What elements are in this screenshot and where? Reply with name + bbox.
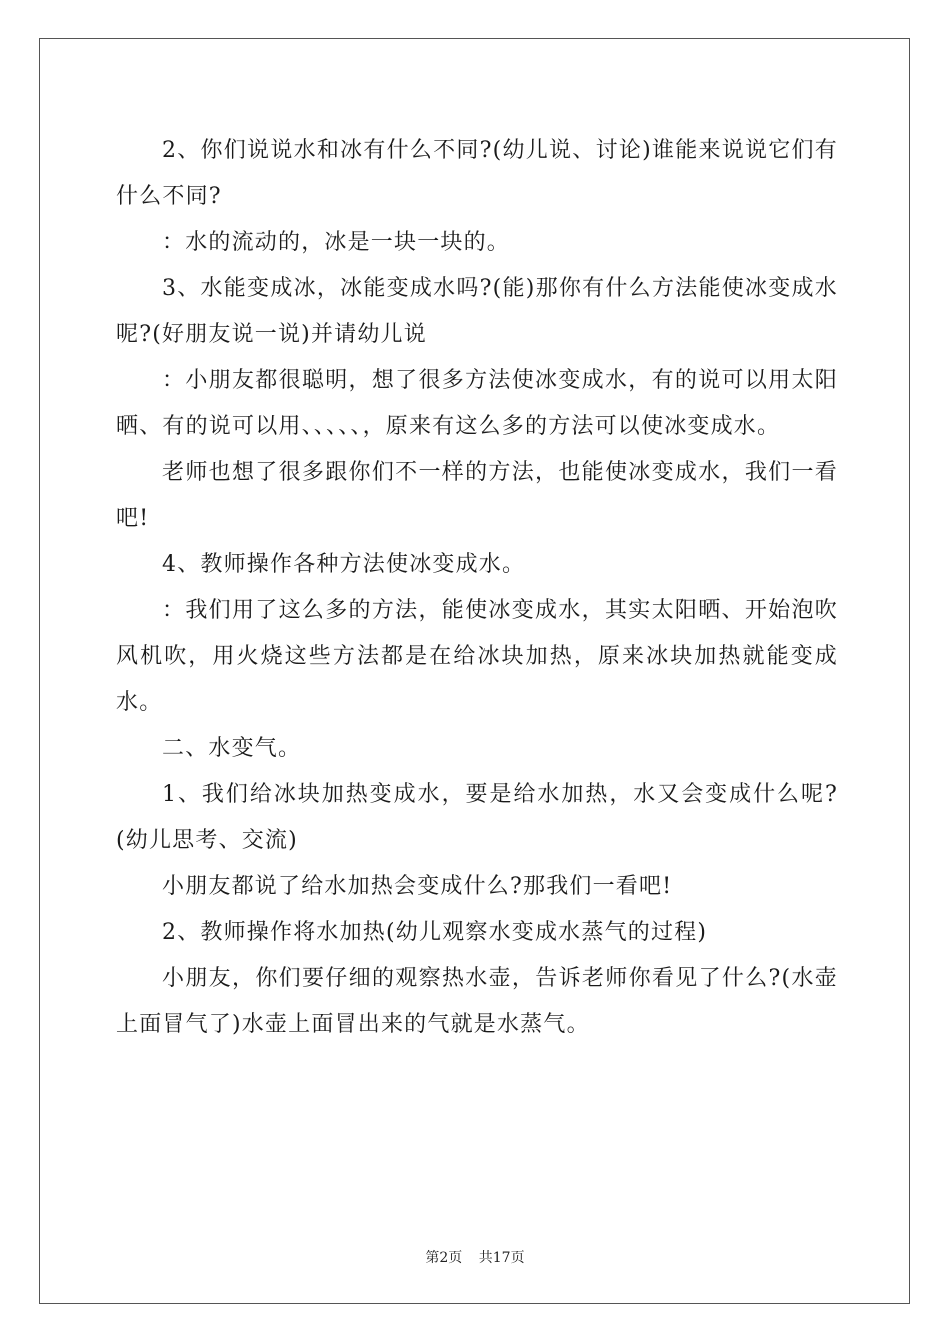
document-body [116, 128, 838, 1048]
paragraph: 老师也想了很多跟你们不一样的方法，也能使冰变成水，我们一看吧! [116, 460, 838, 531]
paragraph: 小朋友都说了给水加热会变成什么?那我们一看吧! [162, 874, 673, 899]
paragraph: 2、你们说说水和冰有什么不同?(幼儿说、讨论)谁能来说说它们有什么不同? [116, 138, 838, 209]
paragraph: 1、我们给冰块加热变成水，要是给水加热，水又会变成什么呢?(幼儿思考、交流) [116, 782, 838, 853]
paragraph: ：水的流动的，冰是一块一块的。 [162, 230, 511, 255]
paragraph: ：小朋友都很聪明，想了很多方法使冰变成水，有的说可以用太阳晒、有的说可以用、、、、、，原来有这么多的方法可以使冰变成水。 [116, 368, 838, 439]
paragraph: 2、教师操作将水加热(幼儿观察水变成水蒸气的过程) [162, 920, 708, 945]
page-total: 共17页 [478, 1250, 525, 1266]
section-heading: 二、水变气。 [162, 736, 302, 761]
page-footer [0, 1247, 950, 1267]
paragraph: 小朋友，你们要仔细的观察热水壶，告诉老师你看见了什么?(水壶上面冒气了)水壶上面冒出来的气就是水蒸气。 [116, 966, 838, 1037]
paragraph: 3、水能变成冰，冰能变成水吗?(能)那你有什么方法能使冰变成水呢?(好朋友说一说)并请幼儿说 [116, 276, 838, 347]
paragraph: ：我们用了这么多的方法，能使冰变成水，其实太阳晒、开始泡吹风机吹，用火烧这些方法都是在给冰块加热，原来冰块加热就能变成水。 [116, 598, 838, 715]
page-number: 第2页 [425, 1250, 463, 1266]
paragraph: 4、教师操作各种方法使冰变成水。 [162, 552, 526, 577]
